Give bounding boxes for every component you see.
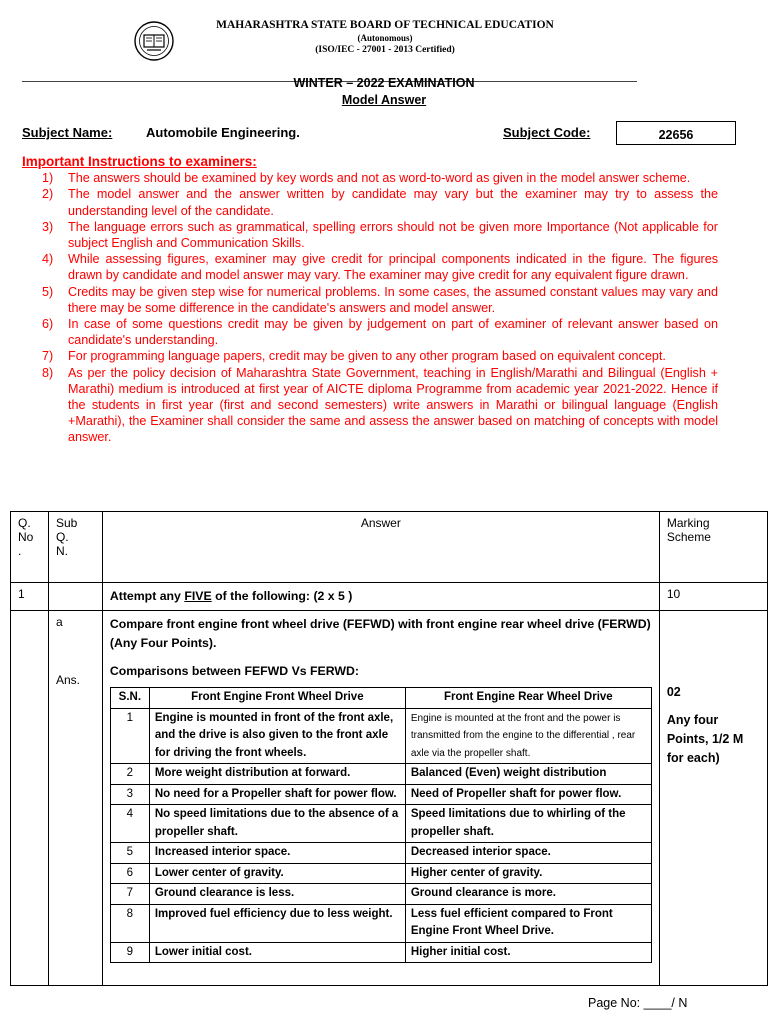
page-number: Page No: ____/ N (588, 996, 688, 1010)
instruction-item: 8) As per the policy decision of Maharashtra State Government, teaching in English/Marathi and Bilingual (English + Marathi) medium is introduced at first year of AICTE diploma Programme from academic year 2021-2022. Hence if the students in first year (first and second semesters) write answers in Marathi or bilingual language (English +Marathi), the Examiner shall consider the same and assess the answer based on matching of concepts with model answer. (42, 365, 718, 445)
comparison-row: 6 Lower center of gravity. Higher center of gravity. (110, 863, 651, 884)
marking-header: Marking Scheme (659, 512, 767, 583)
exam-subtitle: Model Answer (341, 93, 427, 107)
marks-note: Any four Points, 1/2 M for each) (666, 713, 744, 765)
instruction-item: 4) While assessing figures, examiner may give credit for principal components indicated in the figure. The figures drawn by candidate and model answer may vary. The examiner may give credit for any equivalent figure drawn. (42, 252, 718, 283)
question-1a-text: Compare front engine front wheel drive (FEFWD) with front engine rear wheel drive (FERWD) (Any Four Points). (109, 617, 651, 650)
comparison-row: 9 Lower initial cost. Higher initial cost. (110, 942, 651, 963)
instructions-section (22, 154, 718, 446)
board-name: MAHARASHTRA STATE BOARD OF TECHNICAL EDUCATION (216, 19, 554, 31)
comparison-table (110, 687, 652, 963)
comparison-row: 4 No speed limitations due to the absence of a propeller shaft. Speed limitations due to whirling of the propeller shaft. (110, 805, 651, 843)
comparison-title: Comparisons between FEFWD Vs FERWD: (109, 664, 359, 678)
subquestion-cell (48, 611, 102, 986)
comparison-row: 8 Improved fuel efficiency due to less weight. Less fuel efficient compared to Front Engine Front Wheel Drive. (110, 904, 651, 942)
subject-name-value: Automobile Engineering. (146, 125, 300, 140)
instructions-title: Important Instructions to examiners: (22, 154, 257, 169)
question-number: 1 (11, 583, 49, 611)
answer-header: Answer (102, 512, 659, 583)
subquestion-letter: a (55, 615, 63, 629)
instruction-item: 7) For programming language papers, credit may be given to any other program based on equivalent concept. (42, 349, 666, 364)
instruction-item: 3) The language errors such as grammatical, spelling errors should not be given more Importance (Not applicable for subject English and Communication Skills. (42, 219, 718, 251)
exam-heading (0, 75, 768, 109)
comparison-row: 1 Engine is mounted in front of the front axle, and the drive is also given to the front axle for driving the front wheels. Engine is mounted at the front and the power is transmitted from the engine to the differential , rear axle via the propeller shaft. (110, 708, 651, 764)
comparison-row: 7 Ground clearance is less. Ground clearance is more. (110, 884, 651, 905)
instruction-item: 2) The model answer and the answer written by candidate may vary but the examiner may try to assess the understanding level of the candidate. (42, 187, 718, 218)
document-header (0, 14, 768, 74)
instructions-list (22, 170, 718, 445)
board-certification: (ISO/IEC - 27001 - 2013 Certified) (315, 45, 455, 55)
instruction-item: 6) In case of some questions credit may be given by judgement on part of examiner of relevant answer based on candidate's understanding. (42, 317, 718, 348)
question-1-marks: 10 (659, 583, 767, 611)
answer-table (10, 511, 768, 986)
question-1-text: Attempt any FIVE of the following: (2 x 5 ) (102, 583, 659, 611)
marks-value: 02 (666, 685, 681, 699)
subject-code-label: Subject Code: (503, 125, 591, 140)
qno-header: Q. No . (11, 512, 49, 583)
comparison-row: 2 More weight distribution at forward. Balanced (Even) weight distribution (110, 764, 651, 785)
question-1a-marks (659, 611, 767, 986)
question-1-row (11, 583, 768, 611)
instruction-item: 1) The answers should be examined by key words and not as word-to-word as given in the model answer scheme. (42, 171, 691, 186)
instruction-item: 5) Credits may be given step wise for numerical problems. In some cases, the assumed constant values may vary and there may be some difference in the candidate's answers and model answer. (42, 284, 718, 315)
board-autonomous: (Autonomous) (357, 33, 413, 43)
msbte-logo-icon (133, 20, 175, 62)
question-1a-row (11, 611, 768, 986)
exam-title: WINTER – 2022 EXAMINATION (293, 76, 475, 90)
comparison-row: 5 Increased interior space. Decreased interior space. (110, 843, 651, 864)
subject-code-box: 22656 (616, 121, 736, 145)
comparison-row: 3 No need for a Propeller shaft for power flow. Need of Propeller shaft for power flow. (110, 784, 651, 805)
question-1a-answer (102, 611, 659, 986)
subject-name-label: Subject Name: (22, 125, 113, 140)
ans-label: Ans. (55, 673, 80, 687)
comparison-header-row: S.N. Front Engine Front Wheel Drive Front Engine Rear Wheel Drive (110, 688, 651, 709)
answer-table-header (11, 512, 768, 583)
subq-header: Sub Q. N. (48, 512, 102, 583)
